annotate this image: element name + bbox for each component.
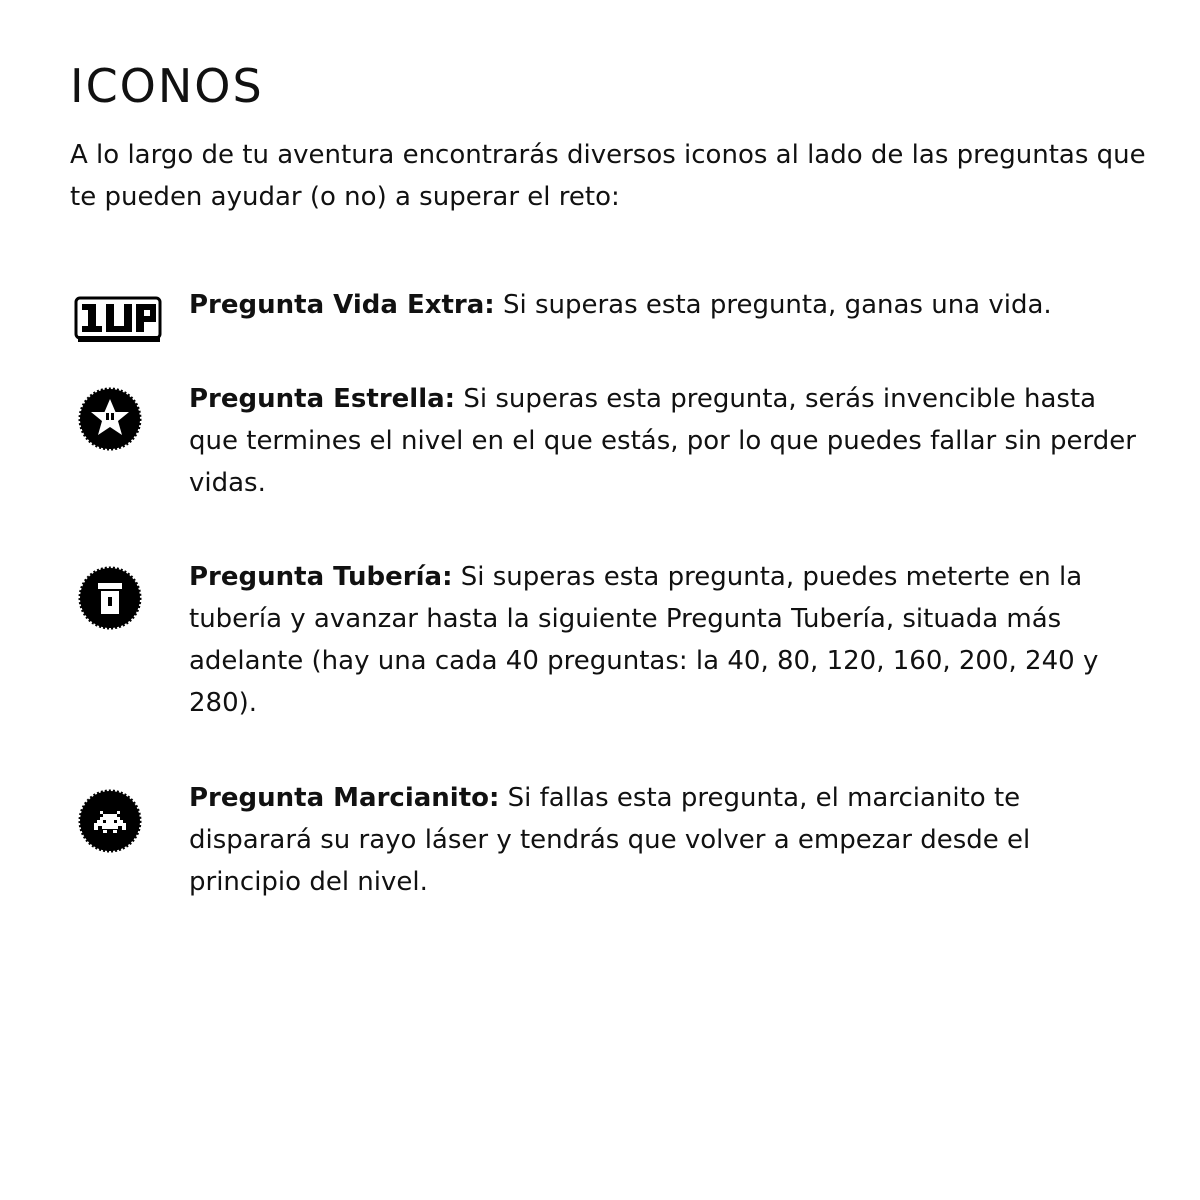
1up-icon xyxy=(74,294,162,346)
item-label: Pregunta Estrella: xyxy=(189,384,456,414)
space-invader-icon xyxy=(78,789,142,853)
item-text xyxy=(189,378,1149,504)
item-description: Si superas esta pregunta, serás invencible hasta que termines el nivel en el que estás, por lo que puedes fallar sin perder vidas. xyxy=(189,384,1136,498)
pipe-icon xyxy=(78,566,142,630)
intro-paragraph: A lo largo de tu aventura encontrarás diversos iconos al lado de las preguntas que te pueden ayudar (o no) a superar el reto: xyxy=(70,140,1146,212)
item-description: Si superas esta pregunta, ganas una vida. xyxy=(494,290,1052,320)
item-text xyxy=(189,556,1149,724)
item-description: Si superas esta pregunta, puedes meterte en la tubería y avanzar hasta la siguiente Pregunta Tubería, situada más adelante (hay una cada 40 preguntas: la 40, 80, 120, 160, 200, 240 y 280). xyxy=(189,562,1099,718)
item-label: Pregunta Vida Extra: xyxy=(189,290,495,320)
page-title: ICONOS xyxy=(70,59,264,113)
item-text xyxy=(189,284,1149,326)
item-label: Pregunta Marcianito: xyxy=(189,783,500,813)
star-icon xyxy=(78,387,142,451)
item-text xyxy=(189,777,1149,903)
item-label: Pregunta Tubería: xyxy=(189,562,453,592)
item-description: Si fallas esta pregunta, el marcianito te disparará su rayo láser y tendrás que volver a empezar desde el principio del nivel. xyxy=(189,783,1031,897)
